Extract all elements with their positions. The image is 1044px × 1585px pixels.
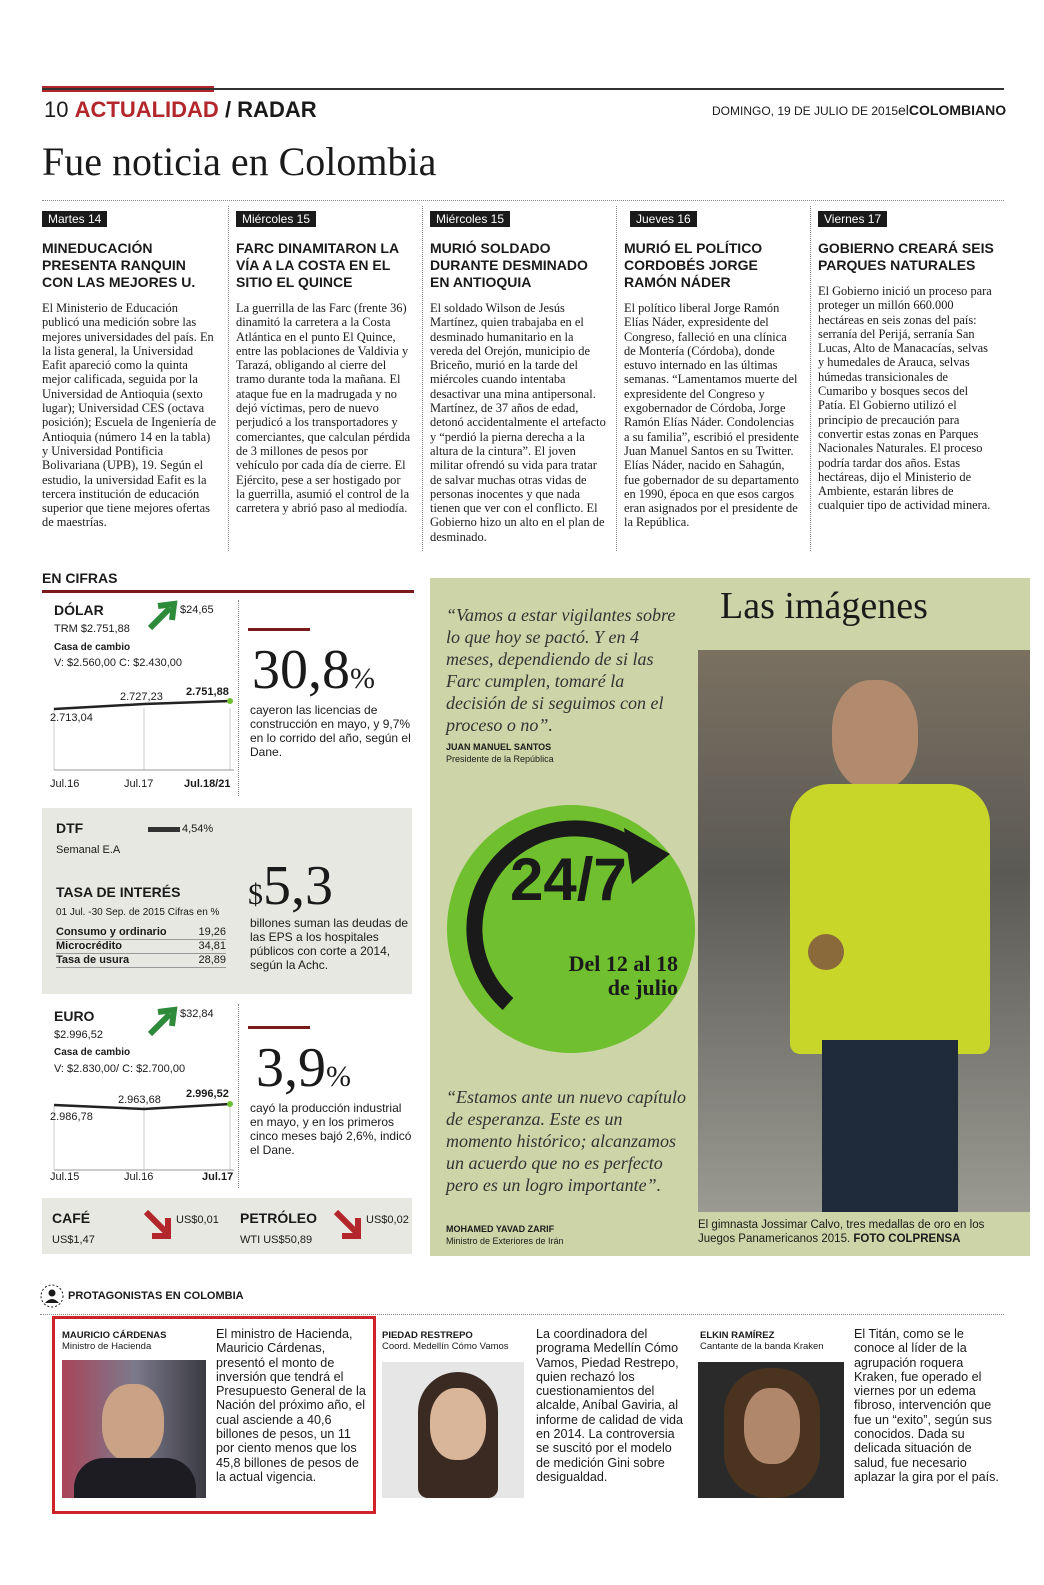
news-column-1 (42, 210, 218, 530)
photo-caption: El gimnasta Jossimar Calvo, tres medallas de oro en los Juegos Panamericanos 2015. FOTO COLPRENSA (698, 1219, 985, 1245)
dtf-sub: Semanal E.A (56, 844, 121, 856)
euro-label-3: Jul.17 (202, 1171, 234, 1183)
day-label: Miércoles 15 (236, 211, 316, 227)
news-title: GOBIERNO CREARÁ SEIS PARQUES NATURALES (818, 240, 994, 273)
imagenes-title: Las imágenes (720, 585, 928, 627)
badge-dates: Del 12 al 18 de julio (568, 951, 678, 1000)
stat-30-8: 30,8% (252, 639, 375, 701)
cifras-rule (42, 590, 414, 593)
person-text: El ministro de Hacienda, Mauricio Cárdenas, presentó el monto de inversión que tendrá el Presupuesto General de la Nación del próximo año, el cual asciende a 40,6 billones de pesos, un 11 por ciento menos que los 45,8 billones de pesos de la actual vigencia. (216, 1327, 366, 1484)
headline-rule (42, 200, 1004, 201)
person-name: PIEDAD RESTREPO (382, 1330, 473, 1341)
quote-zarif: “Estamos ante un nuevo capítulo de esperanza. Este es un momento histórico; alcanzamos un acuerdo que no es perfecto pero es un logro importante”. (446, 1087, 686, 1195)
euro-value-3: 2.996,52 (186, 1088, 229, 1100)
section-heading (44, 97, 317, 123)
page-headline: Fue noticia en Colombia (42, 139, 437, 184)
day-label: Miércoles 15 (430, 211, 510, 227)
petroleo-name: PETRÓLEO (240, 1210, 318, 1226)
petroleo-price: WTI US$50,89 (240, 1234, 313, 1246)
news-column-2 (236, 210, 412, 515)
news-column-5 (818, 210, 994, 513)
ramirez-photo (698, 1362, 844, 1498)
dolar-change: $24,65 (180, 604, 214, 616)
column-separator (228, 206, 229, 551)
dtf-panel (42, 808, 412, 994)
quote-zarif-author: MOHAMED YAVAD ZARIF (446, 1224, 555, 1234)
dolar-value-1: 2.713,04 (50, 712, 93, 724)
tasa-sub: 01 Jul. -30 Sep. de 2015 Cifras en % (56, 907, 220, 918)
euro-value-2: 2.963,68 (118, 1094, 161, 1106)
down-arrow-icon (142, 1208, 176, 1242)
dolar-name: DÓLAR (54, 602, 104, 618)
column-separator (810, 206, 811, 551)
header-rule (42, 88, 1004, 90)
news-body: El político liberal Jorge Ramón Elías Náder, expresidente del Congreso, falleció en una clínica de Montería (Córdoba), donde estuvo internado en las últimas semanas. “Lamentamos muerte del expresidente del Congreso y exgobernador de Córdoba, Jorge Ramón Elías Náder. Condolencias a su familia”, escribió el presidente Juan Manuel Santos en su Twitter. Elías Náder, nacido en Sahagún, fue gobernador de su departamento en 1990, época en que esos cargos eran asignados por el presidente de la República. (624, 301, 799, 530)
person-role: Ministro de Hacienda (62, 1341, 152, 1352)
restrepo-photo (382, 1362, 524, 1498)
cafe-change: US$0,01 (176, 1214, 219, 1226)
dolar-trm: TRM $2.751,88 (54, 623, 130, 635)
cifras-title: EN CIFRAS (42, 570, 118, 586)
news-body: El Ministerio de Educación publicó una medición sobre las mejores universidades del país. En la lista general, la Universidad Eafit apareció como la quinta mejor calificada, seguida por la Universidad de Antioquia (sexto lugar); Universidad CES (octava posición); Escuela de Ingeniería de Antioquia (número 14 en la tabla) y Universidad Pontificia Bolivariana (UPB), 19. Según el estudio, la universidad Eafit es la tercera institución de educación superior que tiene mejores ofertas de maestrías. (42, 301, 217, 530)
person-text: La coordinadora del programa Medellín Cómo Vamos, Piedad Restrepo, quien rechazó los cuestionamientos del alcalde, Aníbal Gaviria, al informe de calidad de vida en 2014. La controversia se suscitó por el modelo de medición Gini sobre desigualdad. (536, 1327, 684, 1484)
tasa-name: TASA DE INTERÉS (56, 884, 181, 900)
euro-name: EURO (54, 1008, 95, 1024)
euro-price: $2.996,52 (54, 1029, 103, 1041)
dolar-vc: V: $2.560,00 C: $2.430,00 (54, 657, 183, 669)
news-title: MURIÓ SOLDADO DURANTE DESMINADO EN ANTIOQUIA (430, 240, 588, 290)
dolar-value-3: 2.751,88 (186, 686, 229, 698)
news-title: MURIÓ EL POLÍTICO CORDOBÉS JORGE RAMÓN NÁDER (624, 240, 763, 290)
photo-jacket (790, 784, 990, 1054)
person-role: Coord. Medellín Cómo Vamos (382, 1341, 509, 1352)
dtf-name: DTF (56, 820, 84, 836)
euro-value-1: 2.986,78 (50, 1111, 93, 1123)
stat-30-8-desc: cayeron las licencias de construcción en mayo, y 9,7% en lo corrido del año, según el Dane. (250, 703, 411, 759)
quote-santos-author: JUAN MANUEL SANTOS (446, 742, 552, 752)
newspaper-logo: elCOLOMBIANO (898, 102, 1007, 118)
photo-medal (808, 934, 844, 970)
protagonistas-rule (40, 1314, 1004, 1315)
stat-rule (248, 1026, 310, 1029)
subsection-name: / RADAR (224, 97, 317, 122)
section-name: ACTUALIDAD (74, 97, 219, 122)
dtf-value: 4,54% (182, 823, 214, 835)
divider (238, 600, 239, 796)
stat-3-9-desc: cayó la producción industrial en mayo, y en los primeros cinco meses bajó 2,6%, indicó el Dane. (250, 1101, 412, 1157)
dolar-panel (42, 596, 238, 796)
cafe-price: US$1,47 (52, 1234, 95, 1246)
dolar-label-2: Jul.17 (124, 778, 154, 790)
commodities-panel (42, 1198, 412, 1254)
news-column-4 (624, 210, 800, 530)
dolar-value-2: 2.727,23 (120, 691, 163, 703)
dolar-label-3: Jul.18/21 (184, 778, 231, 790)
tasa-table (56, 926, 226, 968)
day-label: Viernes 17 (818, 211, 887, 227)
day-label: Jueves 16 (630, 211, 697, 227)
stat-rule (248, 628, 310, 631)
timeline-badge-icon (446, 784, 696, 1074)
euro-vc: V: $2.830,00/ C: $2.700,00 (54, 1063, 186, 1075)
photo-pants (822, 1040, 958, 1212)
table-row: Microcrédito 34,81 (56, 940, 226, 952)
news-title: MINEDUCACIÓN PRESENTA RANQUIN CON LAS MEJORES U. (42, 240, 196, 290)
euro-casa: Casa de cambio (54, 1047, 131, 1058)
quote-santos-role: Presidente de la República (446, 754, 554, 764)
table-row: Consumo y ordinario 19,26 (56, 926, 226, 938)
photo-face (832, 680, 918, 790)
euro-label-1: Jul.15 (50, 1171, 80, 1183)
photo-face (102, 1384, 164, 1462)
euro-panel (42, 1000, 238, 1188)
table-row: Tasa de usura 28,89 (56, 954, 226, 966)
gymnast-photo (698, 650, 1030, 1212)
dolar-label-1: Jul.16 (50, 778, 80, 790)
cardenas-photo (62, 1360, 206, 1498)
stat-3-9: 3,9% (256, 1037, 351, 1099)
person-name: ELKIN RAMÍREZ (700, 1330, 775, 1341)
badge-24-7: 24/7 (510, 846, 627, 913)
column-separator (616, 206, 617, 551)
photo-face (430, 1388, 486, 1460)
news-body: El Gobierno inició un proceso para proteger un millón 660.000 hectáreas en seis zonas del país: serranía del Perijá, serranía San Lucas, Alto de Manacacías, selvas y humedales de Arauca, selvas húmedas transicionales de Cumaribo y bosques secos del Patía. El Gobierno utilizó el principio de precaución para convertir estas zonas en Parques Nacionales Naturales. El proceso podría tardar dos años. Estas hectáreas, dijo el Ministerio de Ambiente, estarán libres de cualquier tipo de actividad minera. (818, 284, 992, 513)
photo-face (744, 1388, 800, 1464)
news-body: El soldado Wilson de Jesús Martínez, quien trabajaba en el desminado humanitario en la vereda del Orejón, municipio de Briceño, murió en la tarde del miércoles cuando intentaba desactivar una mina antipersonal. Martínez, de 37 años de edad, detonó accidentalmente el artefacto y “perdió la pierna derecha a la altura de la cintura”. El joven militar ofrendó su vida para tratar de salvar muchas otras vidas de personas inocentes y que nada tienen que ver con el conflicto. El Gobierno hizo un alto en el plan de desminado. (430, 301, 606, 544)
divider (238, 1004, 239, 1188)
day-label: Martes 14 (42, 211, 107, 227)
news-body: La guerrilla de las Farc (frente 36) dinamitó la carretera a la Costa Atlántica en el punto El Quince, entre las poblaciones de Valdivia y Tarazá, obligando al cierre del tramo durante toda la mañana. El ataque fue en la madrugada y no dejó víctimas, pero de nuevo perjudicó a los transportadores y comerciantes, que calculan pérdida de 3 millones de pesos por vehículo por cada día de cierre. El Ejército, pese a ser hostigado por la guerrilla, asumió el control de la carretera y abrió paso al mediodía. (236, 301, 411, 516)
issue-date: DOMINGO, 19 DE JULIO DE 2015 (712, 104, 899, 118)
person-role: Cantante de la banda Kraken (700, 1341, 824, 1352)
page-number: 10 (44, 97, 69, 122)
news-column-3 (430, 210, 606, 544)
stat-5-3-desc: billones suman las deudas de las EPS a los hospitales públicos con corte a 2014, según la Achc. (250, 916, 409, 972)
petroleo-change: US$0,02 (366, 1214, 409, 1226)
up-arrow-icon (146, 598, 180, 632)
dolar-casa: Casa de cambio (54, 642, 131, 653)
news-title: FARC DINAMITARON LA VÍA A LA COSTA EN EL SITIO EL QUINCE (236, 240, 399, 290)
up-arrow-icon (146, 1004, 180, 1038)
column-separator (422, 206, 423, 551)
cafe-name: CAFÉ (52, 1210, 91, 1226)
euro-change: $32,84 (180, 1008, 214, 1020)
dtf-bar (148, 827, 180, 832)
quote-zarif-role: Ministro de Exteriores de Irán (446, 1236, 564, 1246)
person-text: El Titán, como se le conoce al líder de la agrupación roquera Kraken, fue operado el viernes por un edema fibroso, intervención que fue un “exito”, según sus conocidos. Dada su delicada situación de salud, fue necesario aplazar la gira por el país. (854, 1327, 999, 1484)
euro-last-point (227, 1101, 233, 1107)
photo-suit (74, 1458, 196, 1498)
euro-label-2: Jul.16 (124, 1171, 154, 1183)
down-arrow-icon (332, 1208, 366, 1242)
person-icon (40, 1284, 64, 1308)
person-name: MAURICIO CÁRDENAS (62, 1330, 167, 1341)
stat-5-3: $5,3 (248, 855, 333, 917)
protagonistas-title: PROTAGONISTAS EN COLOMBIA (68, 1290, 244, 1302)
quote-santos: “Vamos a estar vigilantes sobre lo que hoy se pactó. Y en 4 meses, dependiendo de si las Farc cumplen, tomaré la decisión de si seguimos con el proceso o no”. (446, 605, 676, 735)
